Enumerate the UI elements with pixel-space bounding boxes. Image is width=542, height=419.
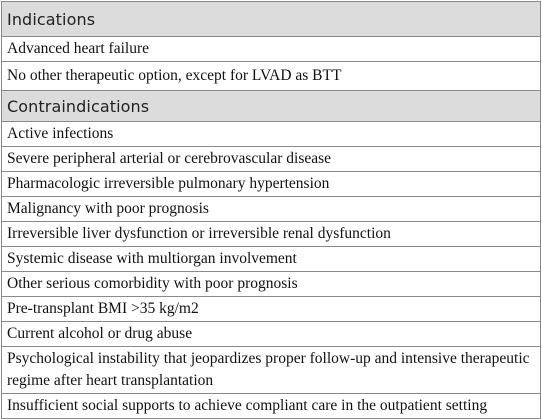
row-text: Advanced heart failure [7, 40, 150, 57]
criteria-table [1, 1, 541, 419]
row-text: No other therapeutic option, except for LVAD as BTT [7, 67, 342, 84]
section-heading: Contraindications [7, 96, 150, 116]
table-row [2, 122, 540, 147]
table-row [2, 37, 540, 62]
table-row [2, 62, 540, 91]
table-row [2, 197, 540, 222]
row-text: Systemic disease with multiorgan involvement [7, 250, 297, 267]
section-header-indications [2, 2, 540, 37]
table-row [2, 322, 540, 347]
table-row [2, 347, 540, 394]
table-row [2, 247, 540, 272]
table-row [2, 172, 540, 197]
table-row [2, 147, 540, 172]
row-text: Psychological instability that jeopardizes proper follow-up and intensive therapeutic regime after heart transplantation [7, 350, 530, 389]
row-text: Current alcohol or drug abuse [7, 325, 193, 342]
row-text: Pharmacologic irreversible pulmonary hypertension [7, 175, 330, 192]
table-row [2, 297, 540, 322]
row-text: Irreversible liver dysfunction or irreversible renal dysfunction [7, 225, 391, 242]
section-header-contraindications [2, 91, 540, 122]
row-text: Pre-transplant BMI >35 kg/m2 [7, 300, 199, 317]
table-row [2, 394, 540, 419]
row-text: Insufficient social supports to achieve compliant care in the outpatient setting [7, 397, 488, 414]
row-text: Active infections [7, 125, 114, 142]
table-row [2, 222, 540, 247]
section-heading: Indications [7, 9, 96, 29]
row-text: Severe peripheral arterial or cerebrovascular disease [7, 150, 332, 167]
row-text: Other serious comorbidity with poor prognosis [7, 275, 298, 292]
table-row [2, 272, 540, 297]
row-text: Malignancy with poor prognosis [7, 200, 209, 217]
